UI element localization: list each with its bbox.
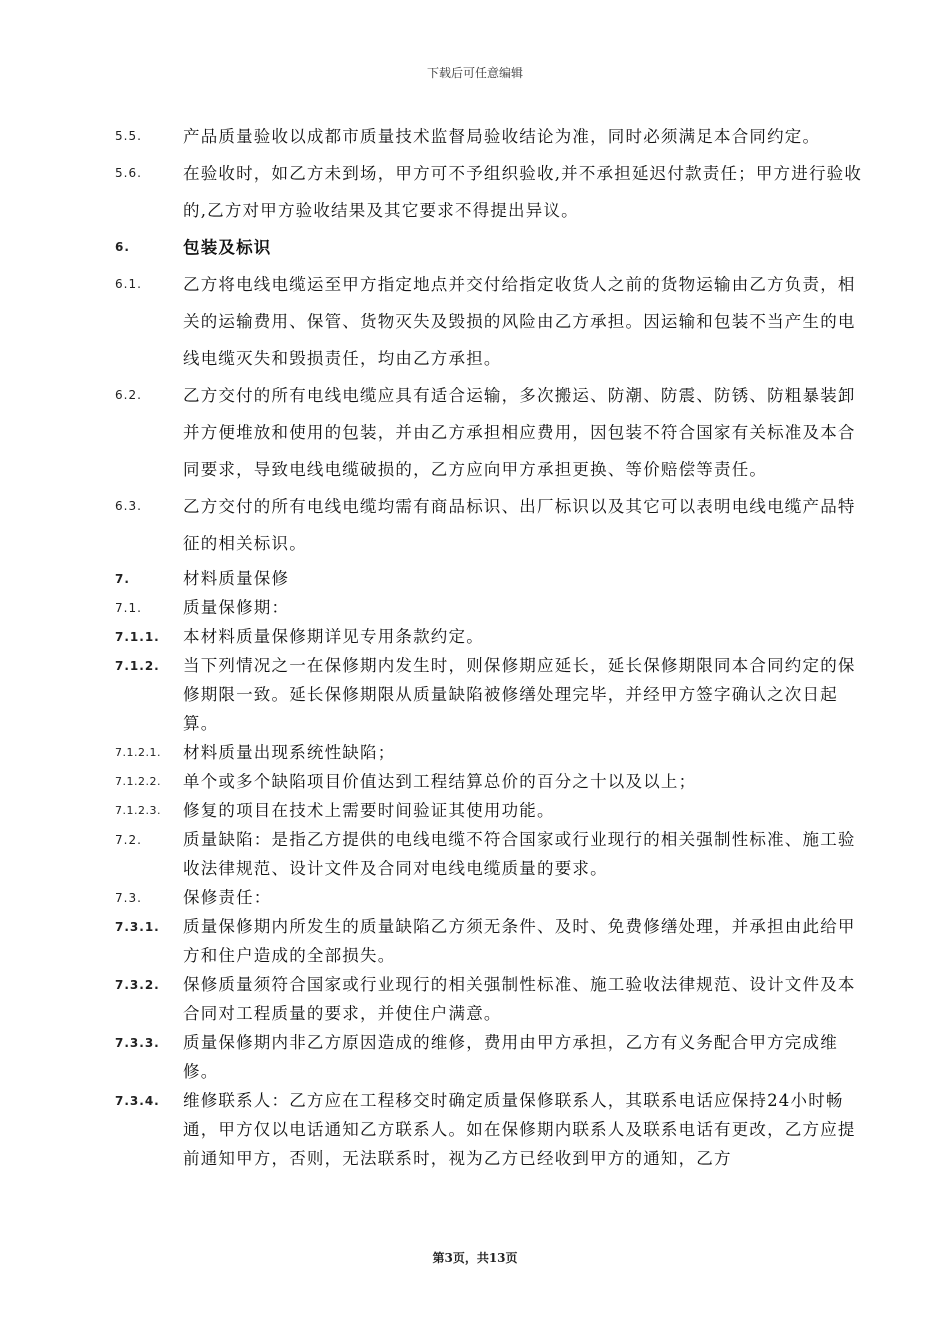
clause-number: 7.3.3.	[115, 1036, 160, 1050]
clause-number: 5.5.	[115, 129, 142, 143]
section-number: 6.	[115, 240, 130, 254]
clause-text: 质量保修期：	[183, 598, 290, 617]
clause-5-6	[0, 155, 950, 229]
clause-number: 7.3.4.	[115, 1094, 160, 1108]
clause-7-2	[0, 825, 950, 883]
clause-text: 质量保修期内非乙方原因造成的维修，费用由甲方承担，乙方有义务配合甲方完成维修。	[183, 1033, 838, 1081]
clause-7-1	[0, 593, 950, 622]
clause-number: 7.1.2.2.	[115, 775, 161, 788]
clause-text: 产品质量验收以成都市质量技术监督局验收结论为准，同时必须满足本合同约定。	[183, 127, 821, 146]
clause-number: 7.1.2.3.	[115, 804, 161, 817]
clause-number: 7.3.1.	[115, 920, 160, 934]
clause-number: 7.3.2.	[115, 978, 160, 992]
clause-6-2	[0, 377, 950, 488]
clause-7-3	[0, 883, 950, 912]
clause-text: 修复的项目在技术上需要时间验证其使用功能。	[183, 801, 555, 820]
clause-7-3-1	[0, 912, 950, 970]
contract-body	[0, 118, 950, 1173]
clause-7-1-1	[0, 622, 950, 651]
clause-number: 5.6.	[115, 166, 142, 180]
clause-text: 材料质量出现系统性缺陷；	[183, 743, 396, 762]
clause-text: 乙方交付的所有电线电缆应具有适合运输，多次搬运、防潮、防震、防锈、防粗暴装卸并方便堆放和使用的包装，并由乙方承担相应费用，因包装不符合国家有关标准及本合同要求，导致电线电缆破损的，乙方应向甲方承担更换、等价赔偿等责任。	[183, 386, 856, 479]
clause-7-1-2	[0, 651, 950, 738]
clause-7-1-2-3	[0, 796, 950, 825]
clause-text: 维修联系人：乙方应在工程移交时确定质量保修联系人，其联系电话应保持24小时畅通，甲方仅以电话通知乙方联系人。如在保修期内联系人及联系电话有更改，乙方应提前通知甲方，否则，无法联系时，视为乙方已经收到甲方的通知，乙方	[183, 1091, 856, 1168]
clause-number: 7.1.2.	[115, 659, 160, 673]
clause-text: 本材料质量保修期详见专用条款约定。	[183, 627, 484, 646]
clause-text: 当下列情况之一在保修期内发生时，则保修期应延长，延长保修期限同本合同约定的保修期限一致。延长保修期限从质量缺陷被修缮处理完毕，并经甲方签字确认之次日起算。	[183, 656, 856, 733]
clause-number: 7.1.1.	[115, 630, 160, 644]
page-header: 下载后可任意编辑	[426, 66, 523, 80]
clause-6-1	[0, 266, 950, 377]
clause-text: 质量保修期内所发生的质量缺陷乙方须无条件、及时、免费修缮处理，并承担由此给甲方和住户造成的全部损失。	[183, 917, 856, 965]
section-6-heading	[0, 229, 950, 266]
clause-5-5	[0, 118, 950, 155]
clause-text: 乙方将电线电缆运至甲方指定地点并交付给指定收货人之前的货物运输由乙方负责，相关的运输费用、保管、货物灭失及毁损的风险由乙方承担。因运输和包装不当产生的电线电缆灭失和毁损责任，均由乙方承担。	[183, 275, 856, 368]
clause-number: 6.1.	[115, 277, 142, 291]
clause-6-3	[0, 488, 950, 562]
clause-7-1-2-2	[0, 767, 950, 796]
section-title: 材料质量保修	[183, 569, 290, 588]
clause-number: 7.3.	[115, 891, 142, 905]
page-footer: 第3页，共13页	[432, 1251, 518, 1265]
clause-7-3-2	[0, 970, 950, 1028]
clause-text: 单个或多个缺陷项目价值达到工程结算总价的百分之十以及以上；	[183, 772, 697, 791]
clause-text: 保修责任：	[183, 888, 272, 907]
clause-text: 乙方交付的所有电线电缆均需有商品标识、出厂标识以及其它可以表明电线电缆产品特征的相关标识。	[183, 497, 856, 553]
clause-number: 7.2.	[115, 833, 142, 847]
clause-7-1-2-1	[0, 738, 950, 767]
section-title: 包装及标识	[183, 238, 272, 257]
section-7-heading	[0, 564, 950, 593]
clause-text: 在验收时，如乙方未到场，甲方可不予组织验收,并不承担延迟付款责任；甲方进行验收的,乙方对甲方验收结果及其它要求不得提出异议。	[183, 164, 863, 220]
clause-7-3-4	[0, 1086, 950, 1173]
clause-text: 质量缺陷：是指乙方提供的电线电缆不符合国家或行业现行的相关强制性标准、施工验收法律规范、设计文件及合同对电线电缆质量的要求。	[183, 830, 856, 878]
clause-number: 6.3.	[115, 499, 142, 513]
clause-number: 7.1.2.1.	[115, 746, 161, 759]
clause-number: 6.2.	[115, 388, 142, 402]
clause-number: 7.1.	[115, 601, 142, 615]
section-number: 7.	[115, 572, 130, 586]
clause-text: 保修质量须符合国家或行业现行的相关强制性标准、施工验收法律规范、设计文件及本合同对工程质量的要求，并使住户满意。	[183, 975, 856, 1023]
clause-7-3-3	[0, 1028, 950, 1086]
